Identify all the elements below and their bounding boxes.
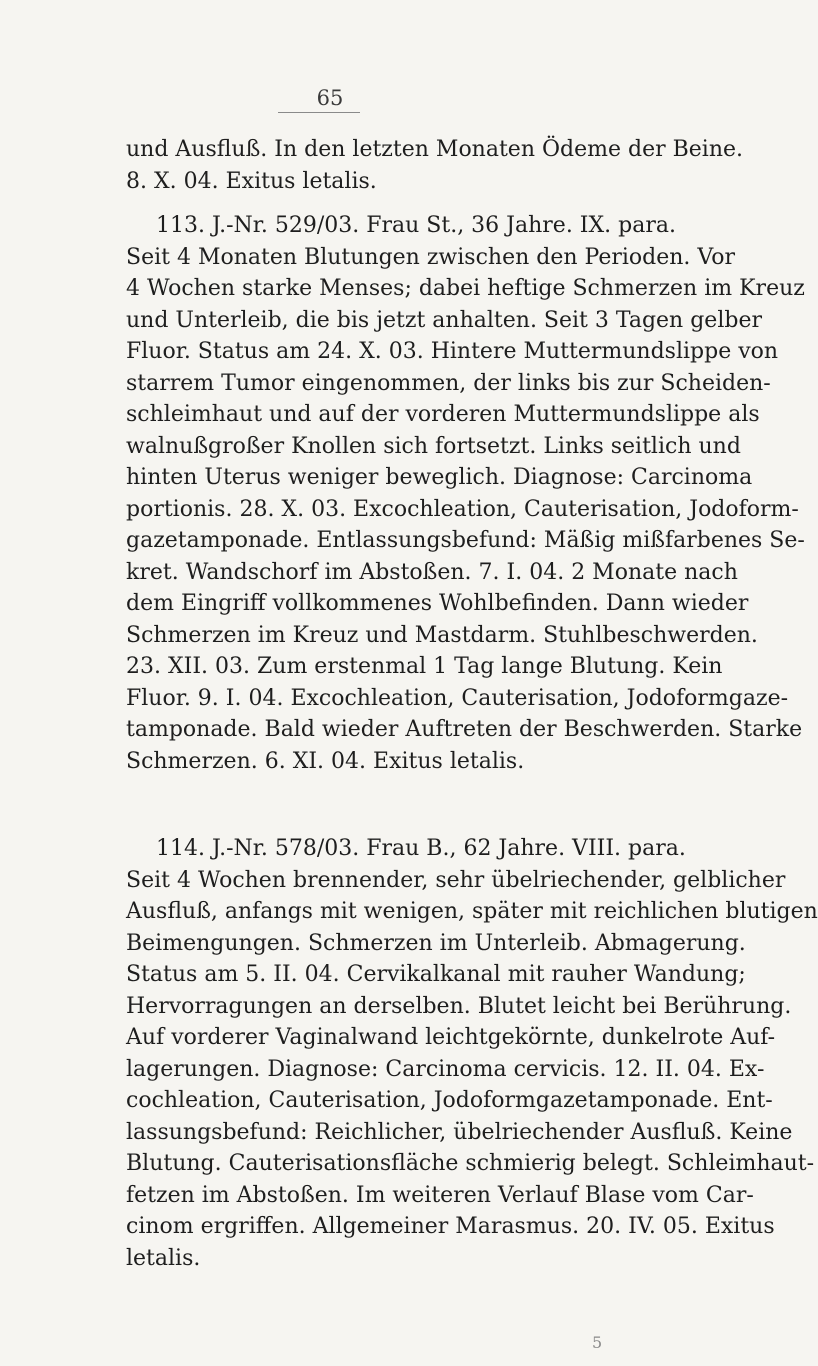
text-line: Fluor. Status am 24. X. 03. Hintere Muttermundslippe von <box>126 339 779 364</box>
text-line: lassungsbefund: Reichlicher, übelriechender Ausfluß. Keine <box>126 1119 793 1145</box>
text-line: Seit 4 Monaten Blutungen zwischen den Perioden. Vor <box>126 244 736 270</box>
paragraph-case-114 <box>126 833 818 1274</box>
text-line: starrem Tumor eingenommen, der links bis zur Scheiden- <box>126 370 771 396</box>
text-line: lagerungen. Diagnose: Carcinoma cervicis. 12. II. 04. Ex- <box>126 1056 765 1082</box>
text-line: 23. XII. 03. Zum erstenmal 1 Tag lange Blutung. Kein <box>126 654 723 679</box>
text-line: 4 Wochen starke Menses; dabei heftige Schmerzen im Kreuz <box>126 276 805 301</box>
text-line: Schmerzen im Kreuz und Mastdarm. Stuhlbeschwerden. <box>126 622 758 648</box>
text-line: Seit 4 Wochen brennender, sehr übelriechender, gelblicher <box>126 867 786 893</box>
text-line: Fluor. 9. I. 04. Excochleation, Cauterisation, Jodoformgaze- <box>126 685 789 711</box>
text-line: und Unterleib, die bis jetzt anhalten. Seit 3 Tagen gelber <box>126 307 762 333</box>
text-line: portionis. 28. X. 03. Excochleation, Cauterisation, Jodoform- <box>126 496 799 522</box>
signature-mark: 5 <box>592 1333 603 1352</box>
text-line: cochleation, Cauterisation, Jodoformgazetamponade. Ent- <box>126 1088 773 1113</box>
text-line: dem Eingriff vollkommenes Wohlbefinden. Dann wieder <box>126 591 749 616</box>
text-line: schleimhaut und auf der vorderen Muttermundslippe als <box>126 402 760 427</box>
case-heading-line: 113. J.-Nr. 529/03. Frau St., 36 Jahre. IX. para. <box>156 213 676 238</box>
paragraph-case-113 <box>126 210 805 777</box>
text-line: Beimengungen. Schmerzen im Unterleib. Abmagerung. <box>126 930 746 956</box>
text-line: 8. X. 04. Exitus letalis. <box>126 168 377 194</box>
text-line: walnußgroßer Knollen sich fortsetzt. Links seitlich und <box>126 433 741 459</box>
text-line: hinten Uterus weniger beweglich. Diagnose: Carcinoma <box>126 465 753 490</box>
text-line: Hervorragungen an derselben. Blutet leicht bei Berührung. <box>126 993 792 1019</box>
text-line: letalis. <box>126 1245 201 1271</box>
page-number-rule <box>278 112 360 113</box>
paragraph-continuation <box>126 134 744 197</box>
text-line: gazetamponade. Entlassungsbefund: Mäßig mißfarbenes Se- <box>126 528 805 553</box>
text-line: Schmerzen. 6. XI. 04. Exitus letalis. <box>126 748 525 774</box>
text-line: Ausfluß, anfangs mit wenigen, später mit reichlichen blutigen <box>126 899 818 924</box>
text-line: Auf vorderer Vaginalwand leichtgekörnte, dunkelrote Auf- <box>126 1025 776 1050</box>
text-line: kret. Wandschorf im Abstoßen. 7. I. 04. 2 Monate nach <box>126 559 738 585</box>
text-line: fetzen im Abstoßen. Im weiteren Verlauf Blase vom Car- <box>126 1182 754 1208</box>
text-line: tamponade. Bald wieder Auftreten der Beschwerden. Starke <box>126 717 803 742</box>
case-heading-line: 114. J.-Nr. 578/03. Frau B., 62 Jahre. VIII. para. <box>156 836 686 861</box>
text-line: Status am 5. II. 04. Cervikalkanal mit rauher Wandung; <box>126 962 746 987</box>
text-line: und Ausfluß. In den letzten Monaten Ödeme der Beine. <box>126 137 744 162</box>
page-number: 65 <box>316 86 344 110</box>
text-line: cinom ergriffen. Allgemeiner Marasmus. 20. IV. 05. Exitus <box>126 1214 775 1239</box>
text-line: Blutung. Cauterisationsfläche schmierig belegt. Schleimhaut- <box>126 1151 815 1176</box>
